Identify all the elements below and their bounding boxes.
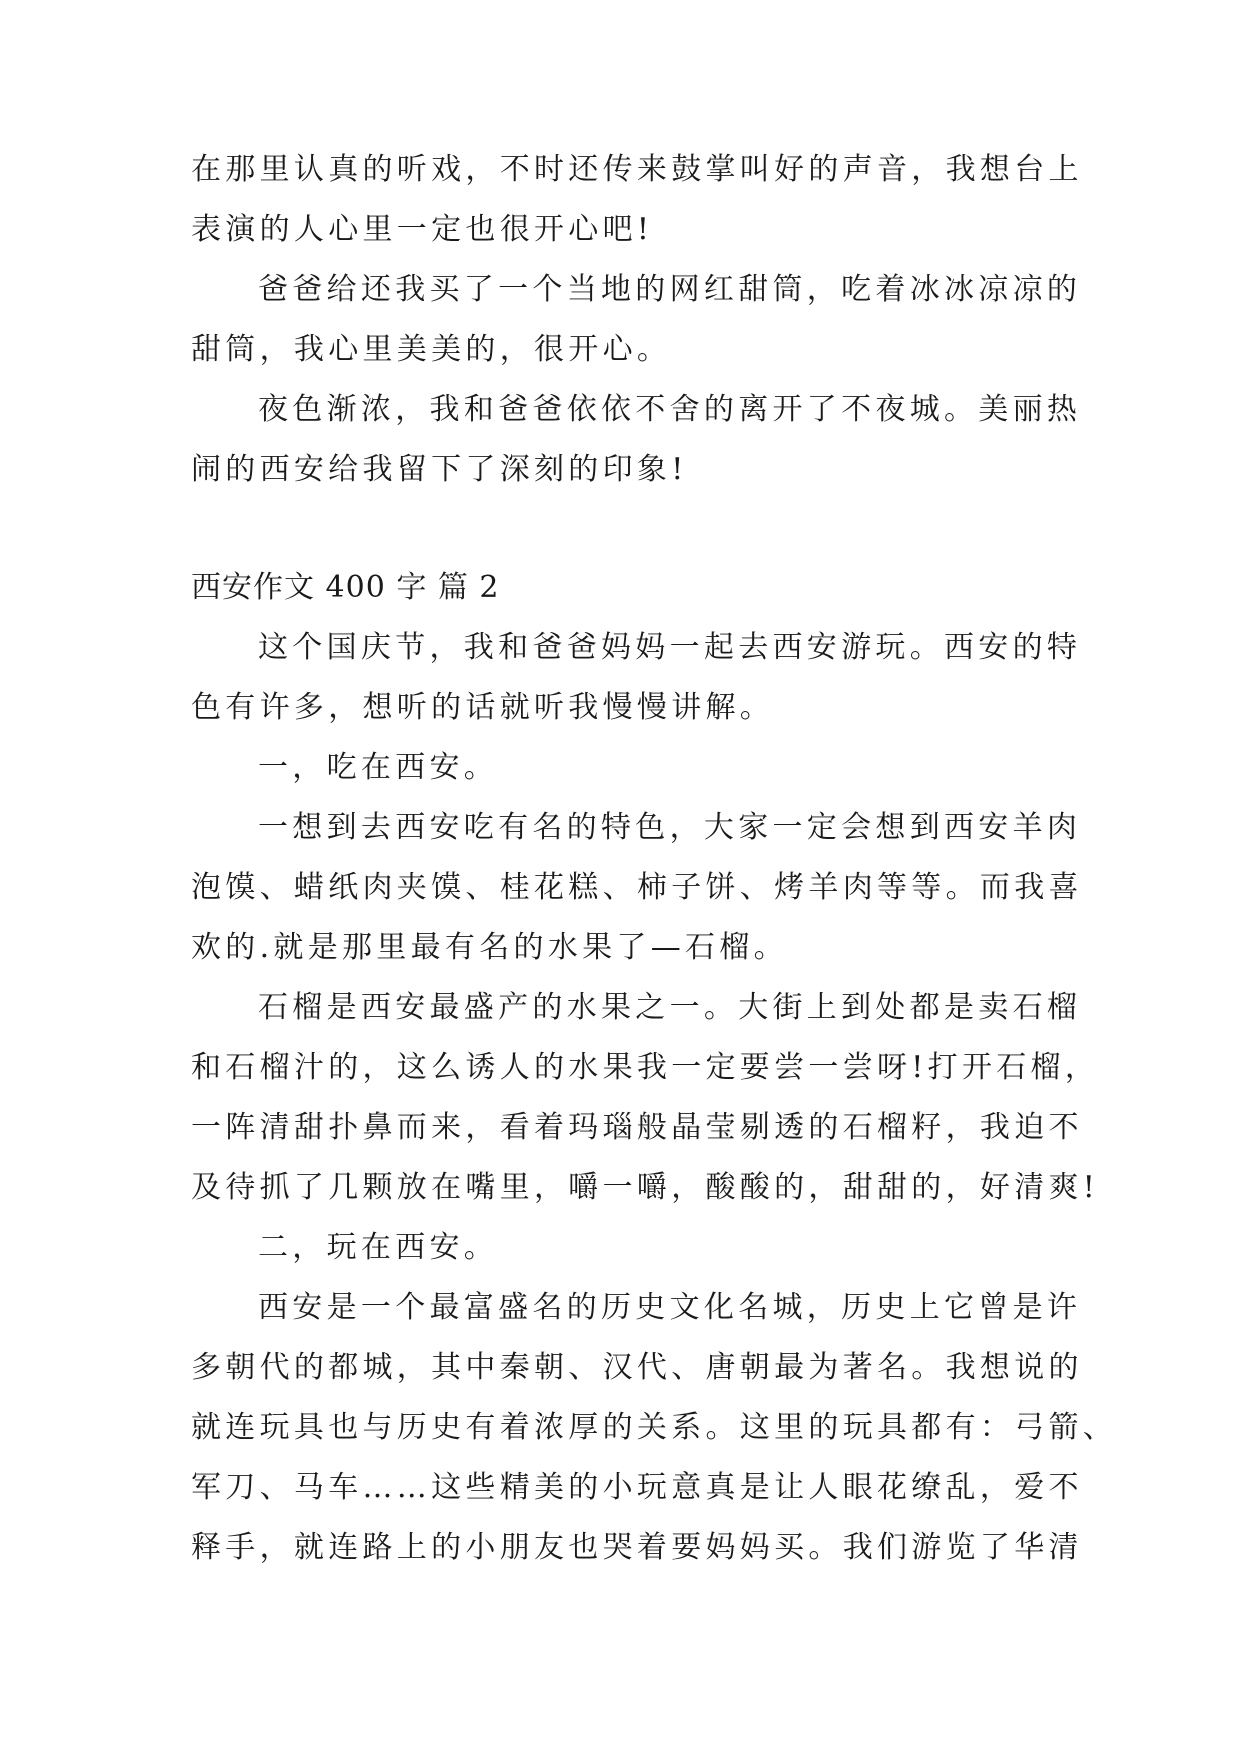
paragraph-start: 夜色渐浓，我和爸爸依依不舍的离开了不夜城。美丽热 xyxy=(258,392,1082,427)
text-line: 欢的.就是那里最有名的水果了—石榴。 xyxy=(191,930,788,965)
section-heading: 西安作文 400 字 篇 2 xyxy=(191,570,500,605)
text-line: 在那里认真的听戏，不时还传来鼓掌叫好的声音，我想台上 xyxy=(191,152,1083,187)
text-line: 多朝代的都城，其中秦朝、汉代、唐朝最为著名。我想说的 xyxy=(191,1350,1083,1385)
text-line: 色有许多，想听的话就听我慢慢讲解。 xyxy=(191,690,775,725)
paragraph-start: 这个国庆节，我和爸爸妈妈一起去西安游玩。西安的特 xyxy=(258,630,1082,665)
text-line: 泡馍、蜡纸肉夹馍、桂花糕、柿子饼、烤羊肉等等。而我喜 xyxy=(191,870,1083,905)
text-line: 就连玩具也与历史有着浓厚的关系。这里的玩具都有：弓箭、 xyxy=(191,1410,1118,1445)
paragraph-start: 西安是一个最富盛名的历史文化名城，历史上它曾是许 xyxy=(258,1290,1082,1325)
text-line: 和石榴汁的，这么诱人的水果我一定要尝一尝呀!打开石榴， xyxy=(191,1050,1100,1085)
text-line: 甜筒，我心里美美的，很开心。 xyxy=(191,332,672,367)
subheading: 二，玩在西安。 xyxy=(258,1230,499,1265)
paragraph-start: 爸爸给还我买了一个当地的网红甜筒，吃着冰冰凉凉的 xyxy=(258,272,1082,307)
text-line: 及待抓了几颗放在嘴里，嚼一嚼，酸酸的，甜甜的，好清爽! xyxy=(191,1170,1100,1205)
text-line: 闹的西安给我留下了深刻的印象! xyxy=(191,452,688,487)
paragraph-start: 石榴是西安最盛产的水果之一。大街上到处都是卖石榴 xyxy=(258,990,1082,1025)
subheading: 一，吃在西安。 xyxy=(258,750,499,785)
text-line: 一阵清甜扑鼻而来，看着玛瑙般晶莹剔透的石榴籽，我迫不 xyxy=(191,1110,1083,1145)
text-line: 军刀、马车……这些精美的小玩意真是让人眼花缭乱，爱不 xyxy=(191,1470,1083,1505)
text-line: 释手，就连路上的小朋友也哭着要妈妈买。我们游览了华清 xyxy=(191,1530,1083,1565)
text-line: 表演的人心里一定也很开心吧! xyxy=(191,212,654,247)
paragraph-start: 一想到去西安吃有名的特色，大家一定会想到西安羊肉 xyxy=(258,810,1082,845)
